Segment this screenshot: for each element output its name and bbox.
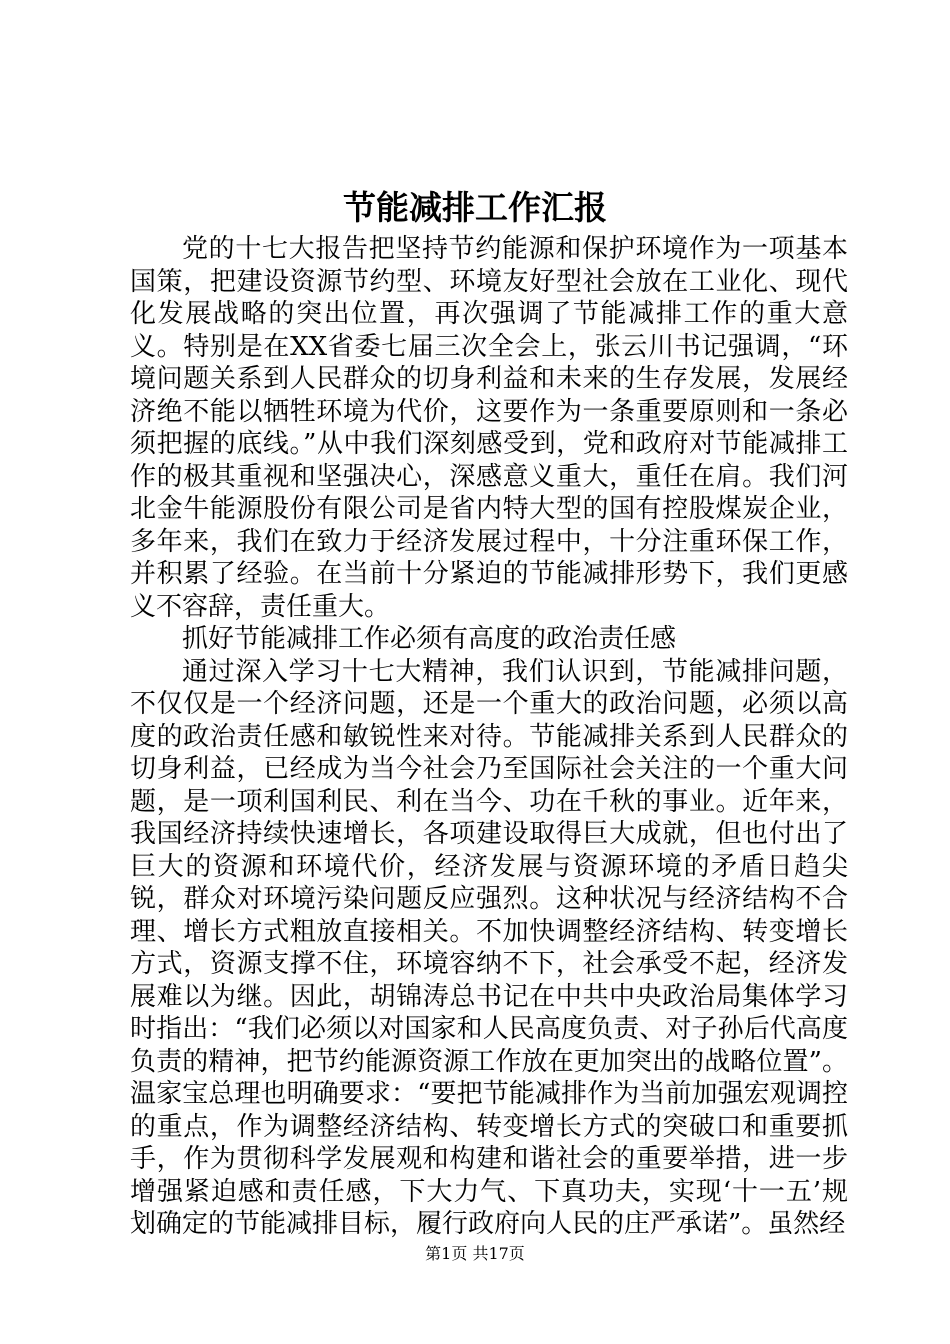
section-heading: 抓好节能减排工作必须有高度的政治责任感	[182, 624, 677, 654]
page-number-footer: 第1页 共17页	[425, 1244, 525, 1263]
paragraph-political-responsibility: 通过深入学习十七大精神，我们认识到，节能减排问题，不仅仅是一个经济问题，还是一个重大的政治问题，必须以高度的政治责任感和敏锐性来对待。节能减排关系到人民群众的切身利益，已经成为当今社会乃至国际社会关注的一个重大问题，是一项利国利民、利在当今、功在千秋的事业。近年来，我国经济持续快速增长，各项建设取得巨大成就，但也付出了巨大的资源和环境代价，经济发展与资源环境的矛盾日趋尖锐，群众对环境污染问题反应强烈。这种状况与经济结构不合理、增长方式粗放直接相关。不加快调整经济结构、转变增长方式，资源支撑不住，环境容纳不下，社会承受不起，经济发展难以为继。因此，胡锦涛总书记在中共中央政治局集体学习时指出：“我们必须以对国家和人民高度负责、对子孙后代高度负责的精神，把节约能源资源工作放在更加突出的战略位置”。温家宝总理也明确要求：“要把节能减排作为当前加强宏观调控的重点，作为调整经济结构、转变增长方式的突破口和重要抓手，作为贯彻科学发展观和构建和谐社会的重要举措，进一步增强紧迫感和责任感，下大力气、下真功夫，实现‘十一五’规划确定的节能减排目标，履行政府向人民的庄严承诺”。虽然经	[130, 656, 848, 1239]
document-title: 节能减排工作汇报	[343, 188, 607, 227]
paragraph-intro: 党的十七大报告把坚持节约能源和保护环境作为一项基本国策，把建设资源节约型、环境友好型社会放在工业化、现代化发展战略的突出位置，再次强调了节能减排工作的重大意义。特别是在XX省委七届三次全会上，张云川书记强调，“环境问题关系到人民群众的切身利益和未来的生存发展，发展经济绝不能以牺牲环境为代价，这要作为一条重要原则和一条必须把握的底线。”从中我们深刻感受到，党和政府对节能减排工作的极其重视和坚强决心，深感意义重大，重任在肩。我们河北金牛能源股份有限公司是省内特大型的国有控股煤炭企业，多年来，我们在致力于经济发展过程中，十分注重环保工作，并积累了经验。在当前十分紧迫的节能减排形势下，我们更感义不容辞，责任重大。	[130, 234, 848, 622]
document-body	[130, 233, 848, 1241]
